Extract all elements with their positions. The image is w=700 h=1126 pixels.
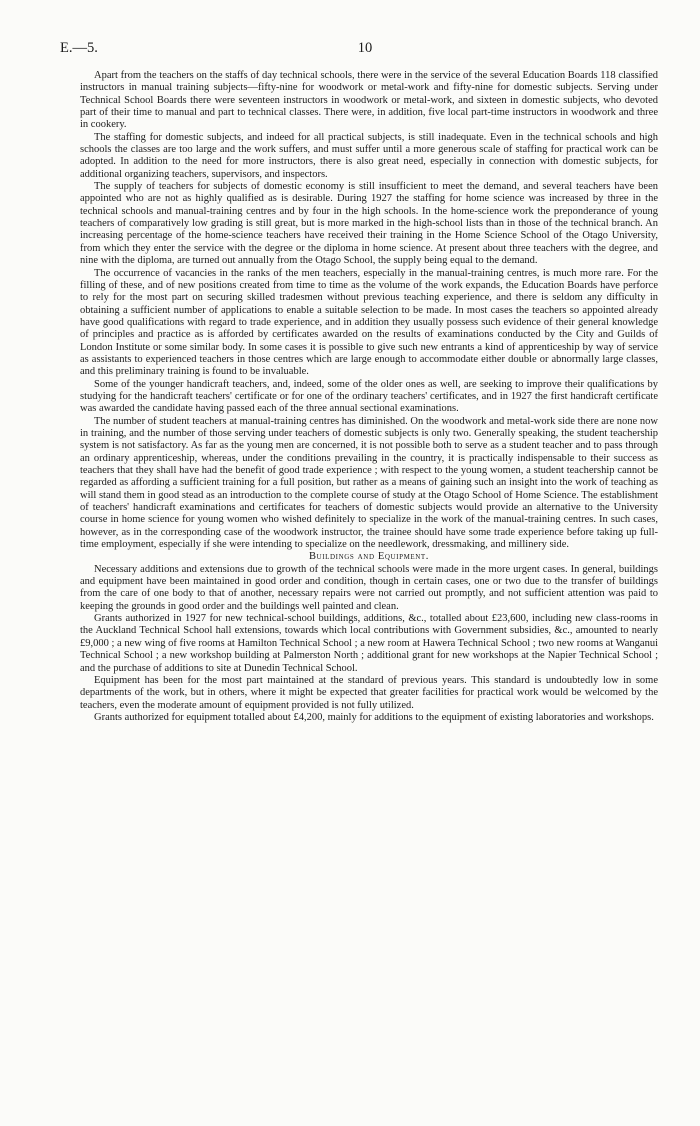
paragraph: The staffing for domestic subjects, and indeed for all practical subjects, is still inadequate. Even in the technical schools and high schools the classes are too large and the work suffers, and must suffer until a more generous scale of staffing for practical work can be adopted. In addition to the need for more instructors, there is also great need, especially in connection with domestic subjects, for additional organizing teachers, supervisors, and inspectors. [80, 131, 658, 180]
document-reference: E.—5. [60, 40, 98, 56]
paragraph: Equipment has been for the most part maintained at the standard of previous years. This standard is undoubtedly low in some departments of the work, but in others, where it might be expected that greater facilities for practical work would be welcomed by the teachers, even the moderate amount of equipment provided is not fully utilized. [80, 674, 658, 711]
section-heading: Buildings and Equipment. [308, 551, 430, 563]
paragraph: The supply of teachers for subjects of domestic economy is still insufficient to meet the demand, and several teachers have been appointed who are not as highly qualified as is desirable. During 1927 the staffing for home science was increased by three in the technical schools and manual-training centres and by four in the high schools. In the home-science work the preponderance of young teachers of comparatively low grading is still great, but is more marked in the high-school lists than in those of the technical branch. An increasing percentage of the home-science teachers have received their training in the Home Science School of the Otago University, from which they enter the service with the degree or the diploma in home science. At present about three teachers with the degree, and nine with the diploma, are turned out annually from the Otago School, the supply being equal to the demand. [80, 181, 658, 267]
page-header [60, 40, 670, 60]
paragraph: Grants authorized in 1927 for new technical-school buildings, additions, &c., totalled about £23,600, including new class-rooms in the Auckland Technical School hall extensions, towards which local contributions with Government subsidies, &c., amounted to nearly £9,000 ; a new wing of five rooms at Hamilton Technical School ; a new room at Hawera Technical School ; two new rooms at Wanganui Technical School ; a new workshop building at Palmerston North ; additional grant for new workshops at the Napier Technical School ; and the purchase of additions to site at Dunedin Technical School. [80, 613, 658, 674]
paragraph: The occurrence of vacancies in the ranks of the men teachers, especially in the manual-training centres, is much more rare. For the filling of these, and of new positions created from time to time as the volume of the work expands, the Education Boards have perforce to rely for the most part on securing skilled tradesmen without previous teaching experience, and there is seldom any difficulty in obtaining a sufficient number of applications to enable a suitable selection to be made. In most cases the teachers so appointed already have good qualifications with regard to trade experience, and in addition they usually possess such evidence of their general knowledge of principles and practice as is afforded by certificates awarded on the results of examinations conducted by the City and Guilds of London Institute or some similar body. In some cases it is possible to give such new entrants a kind of apprenticeship by way of service as assistants to experienced teachers in those centres which are large enough to accommodate either double or abnormally large classes, and this preliminary training is found to be invaluable. [80, 267, 658, 378]
paragraph: Necessary additions and extensions due to growth of the technical schools were made in the more urgent cases. In general, buildings and equipment have been maintained in good order and condition, though in certain cases, one or two due to the transfer of buildings from the care of one body to that of another, necessary repairs were not carried out promptly, and not sufficient attention was paid to keeping the grounds in good order and the buildings well painted and clean. [80, 563, 658, 612]
paragraph: Apart from the teachers on the staffs of day technical schools, there were in the service of the several Education Boards 118 classified instructors in manual training subjects—fifty-nine for woodwork or metal-work and fifty-nine for domestic subjects. Serving under Technical School Boards there were seventeen instructors in woodwork or metal-work, and sixteen in domestic subjects, who devoted part of their time to manual and part to technical classes. There were, in addition, five local part-time instructors in woodwork and three in cookery. [80, 70, 658, 131]
page-number: 10 [357, 40, 373, 56]
paragraph: The number of student teachers at manual-training centres has diminished. On the woodwork and metal-work side there are none now in training, and the number of those serving under teachers of domestic subjects is only two. Generally speaking, the student teachership system is not satisfactory. As far as the young men are concerned, it is not possible both to serve as a student teacher and to pass through an ordinary apprenticeship, whereas, under the conditions prevailing in the country, it is practically indispensable to their success as teachers that they shall have had the benefit of good trade experience ; with respect to the young women, a student teachership cannot be regarded as affording a sufficient training for a full position, but rather as a means of gaining such an insight into the work of teaching as will stand them in good stead as an introduction to the complete course of study at the Otago School of Home Science. The establishment of teachers' handicraft examinations and certificates for teachers of domestic subjects would provide an alternative to the University course in home science for young women who wished definitely to specialize in the work of the manual-training centres. In such cases, however, as in the corresponding case of the woodwork instructor, the trainee should have some trade experience before taking up full-time employment, especially if she were intending to specialize on the needlework, dressmaking, and millinery side. [80, 415, 658, 551]
paragraph: Grants authorized for equipment totalled about £4,200, mainly for additions to the equipment of existing laboratories and workshops. [94, 711, 654, 723]
paragraph: Some of the younger handicraft teachers, and, indeed, some of the older ones as well, are seeking to improve their qualifications by studying for the handicraft teachers' certificate or for one of the ordinary teachers' certificates, and in 1927 the first handicraft certificate was awarded the candidate having passed each of the three annual sectional examinations. [80, 378, 658, 415]
document-body [80, 70, 658, 724]
